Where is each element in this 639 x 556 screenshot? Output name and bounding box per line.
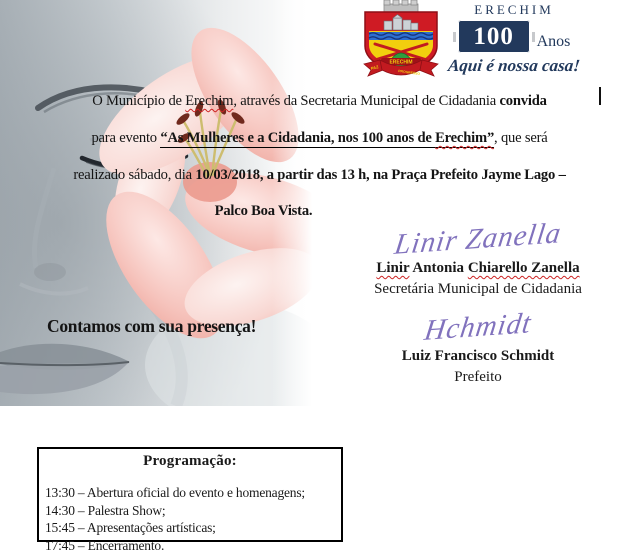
program-box[interactable] xyxy=(37,447,343,553)
logo-city-name: ERECHIM xyxy=(474,2,554,17)
logo-box-tick xyxy=(453,32,456,42)
mayor-name: Luiz Francisco Schmidt xyxy=(401,348,555,364)
mayor-title: Prefeito xyxy=(454,369,502,385)
line4-bold-venue: Palco Boa Vista. xyxy=(214,203,313,219)
invitation-line-1[interactable] xyxy=(0,93,639,110)
program-item[interactable]: 13:30 – Abertura oficial do evento e homenagens; xyxy=(45,485,305,500)
event-name-last-word: Erechim” xyxy=(435,130,495,146)
secretary-title: Secretária Municipal de Cidadania xyxy=(374,281,582,297)
line1-misspelled-word: Erechim xyxy=(185,93,234,109)
invitation-line-3[interactable] xyxy=(0,167,639,184)
logo-number: 100 xyxy=(473,22,514,50)
crest-motto-right: PROGRESSO xyxy=(398,69,421,77)
coat-of-arms-graphic xyxy=(356,0,446,82)
signature-block-mayor[interactable] xyxy=(330,307,626,386)
line1-pre: O Município de xyxy=(92,93,186,109)
secretary-name-part3: Chiarello Zanella xyxy=(467,260,580,276)
line3-bold-datetime: 10/03/2018, a partir das 13 h, na Praça Prefeito Jayme Lago – xyxy=(195,167,566,183)
signature-block-secretary[interactable] xyxy=(330,216,626,298)
program-item[interactable]: 17:45 – Encerramento. xyxy=(45,537,165,553)
secretary-name-part1: Linir xyxy=(376,260,410,276)
crest-banner-text: ERECHIM xyxy=(389,59,413,66)
program-title: Programação: xyxy=(143,453,237,469)
line2-pre: para evento xyxy=(91,130,161,146)
secretary-handwritten-signature: Linir Zanella xyxy=(392,216,564,262)
line3-pre: realizado sábado, dia xyxy=(73,167,196,183)
logo-box-tick xyxy=(532,32,535,42)
line1-bold-convida: convida xyxy=(499,93,547,109)
mural-crown-icon xyxy=(384,0,418,12)
closing-phrase[interactable]: Contamos com sua presença! xyxy=(47,316,257,336)
logo-100-box xyxy=(458,20,530,53)
centenary-logo[interactable] xyxy=(438,2,590,76)
event-name: “As Mulheres e a Cidadania, nos 100 anos de xyxy=(160,130,436,146)
crest-motto-left: PAZ xyxy=(370,64,379,71)
mayor-handwritten-signature: Hchmidt xyxy=(422,307,534,347)
secretary-name xyxy=(330,260,626,277)
program-item[interactable]: 14:30 – Palestra Show; xyxy=(45,502,166,518)
line2-post: , que será xyxy=(494,130,548,146)
program-item[interactable]: 15:45 – Apresentações artísticas; xyxy=(45,520,216,535)
invitation-line-2[interactable] xyxy=(0,130,639,147)
erechim-coat-of-arms[interactable] xyxy=(356,0,446,82)
invitation-line-4[interactable] xyxy=(0,203,583,220)
logo-anos-label: Anos xyxy=(536,33,571,50)
line1-mid: , através da Secretaria Municipal de Cidadania xyxy=(233,93,500,109)
logo-tagline: Aqui é nossa casa! xyxy=(447,56,581,75)
secretary-name-part2: Antonia xyxy=(409,260,468,276)
